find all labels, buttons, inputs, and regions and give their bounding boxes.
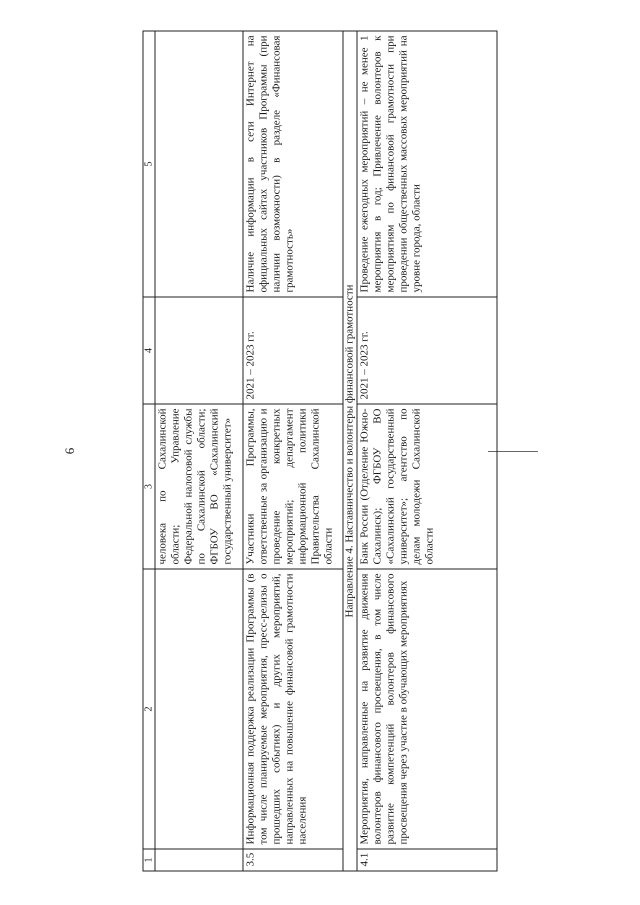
row-period: 2021 – 2023 гг. [357,297,497,404]
page-number: 6 [62,447,77,455]
row-action: Информационная поддержка реализации Программы (в том числе планируемые мероприятия, пресс-релизы о прошедших событиях) и других мероприятий, направленных на повышение финансовой грамотности населения [243,569,343,849]
header-col-1: 1 [143,849,155,871]
row-result [155,31,243,297]
row-action: Мероприятия, направленные на развитие движения волонтеров финансового просвещения, в том числе развитие компетенций волонтеров финансового просвещения через участие в обучающих мероприятиях [357,569,497,849]
row-period [155,297,243,404]
table-header-row [143,31,155,871]
table-row [357,31,497,871]
table-row [243,31,343,871]
header-col-2: 2 [143,569,155,849]
row-period: 2021 – 2023 гг. [243,297,343,404]
section-row [343,31,357,871]
row-executors: человека по Сахалинской области; Управление Федеральной налоговой службы по Сахалинской области; ФГБОУ ВО «Сахалинский государственный университет» [155,404,243,569]
row-number [155,849,243,871]
row-number: 3.5 [243,849,343,871]
row-executors: Участники Программы, ответственные за организацию и проведение конкретных мероприятий; департамент информационной политики Правительства Сахалинской области [243,404,343,569]
row-number: 4.1 [357,849,497,871]
row-result: Проведение ежегодных мероприятий – не менее 1 мероприятия в год; Привлечение волонтеров к мероприятиям по финансовой грамотности при проведении общественных массовых мероприятий на уровне города, области [357,31,497,297]
header-col-5: 5 [143,31,155,297]
header-col-3: 3 [143,404,155,569]
row-result: Наличие информации в сети Интернет на официальных сайтах участников Программы (при наличии возможности) в разделе «Финансовая грамотность» [243,31,343,297]
row-action [155,569,243,849]
rotated-table-wrapper [143,32,498,872]
row-executors: Банк России (Отделение Южно-Сахалинск); ФГБОУ ВО «Сахалинский государственный университет»; агентство по делам молодежи Сахалинской области [357,404,497,569]
header-col-4: 4 [143,297,155,404]
section-heading: Направление 4. Наставничество и волонтеры финансовой грамотности [343,31,357,871]
program-table [143,31,498,872]
table-row [155,31,243,871]
